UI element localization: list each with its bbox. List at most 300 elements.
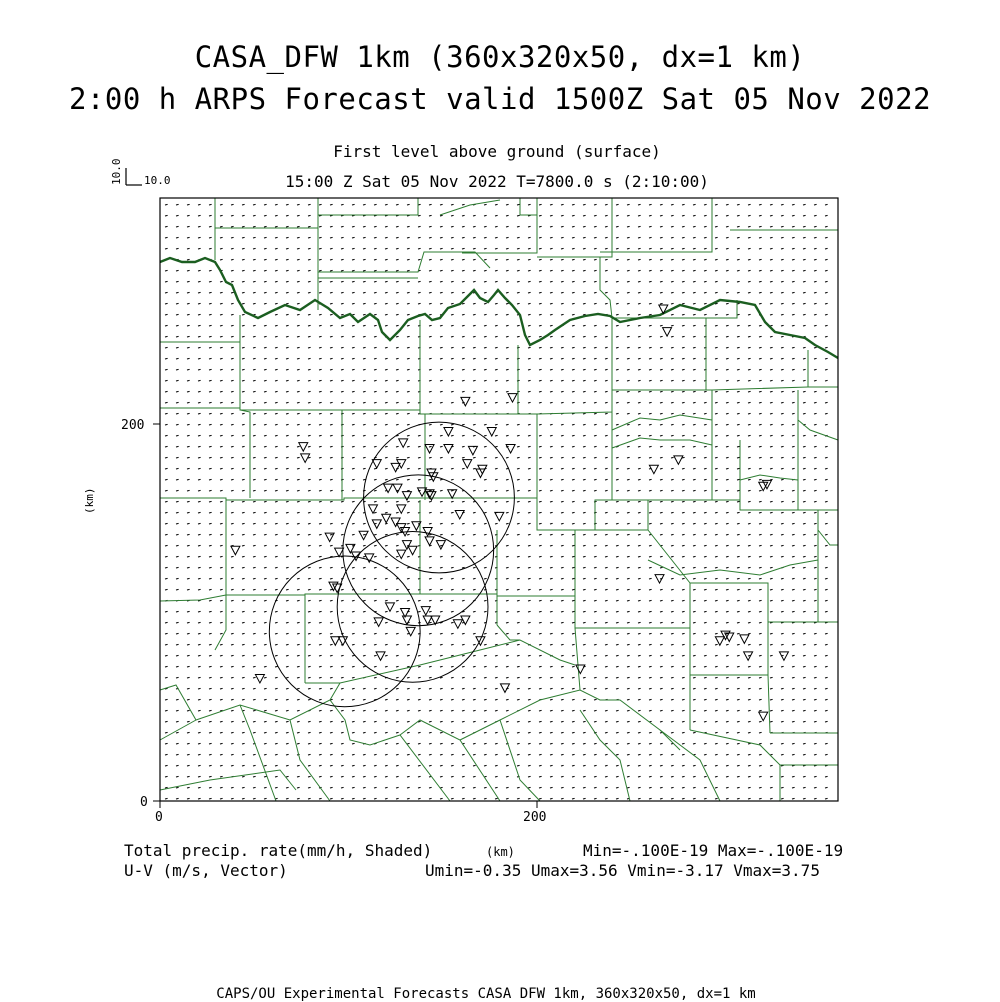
wind-vector [616, 622, 619, 623]
wind-vector [385, 732, 388, 733]
wind-vector [792, 424, 795, 425]
wind-vector [682, 501, 685, 502]
wind-vector [506, 501, 509, 502]
wind-vector [506, 644, 509, 645]
wind-vector [264, 545, 267, 546]
wind-vector [451, 688, 454, 689]
wind-vector [308, 611, 311, 612]
wind-vector [407, 270, 410, 271]
wind-vector [506, 281, 509, 282]
wind-vector [671, 325, 674, 326]
wind-vector [770, 523, 773, 524]
wind-vector [616, 655, 619, 656]
wind-vector [660, 633, 663, 634]
wind-vector [715, 424, 718, 425]
wind-vector [715, 281, 718, 282]
wind-vector [297, 567, 300, 568]
wind-vector [814, 336, 817, 337]
wind-vector [330, 688, 333, 689]
wind-vector [429, 798, 432, 799]
wind-vector [396, 226, 399, 227]
wind-vector [814, 314, 817, 315]
wind-vector [649, 501, 652, 502]
wind-vector [583, 204, 586, 205]
wind-vector [616, 776, 619, 777]
wind-vector [528, 567, 531, 568]
wind-vector [561, 545, 564, 546]
wind-vector [649, 732, 652, 733]
wind-vector [671, 512, 674, 513]
wind-vector [506, 215, 509, 216]
wind-vector [363, 391, 366, 392]
wind-vector [561, 677, 564, 678]
wind-vector [550, 732, 553, 733]
wind-vector [330, 380, 333, 381]
wind-vector [264, 666, 267, 667]
wind-vector [748, 369, 751, 370]
wind-vector [539, 688, 542, 689]
wind-vector [528, 204, 531, 205]
wind-vector [165, 512, 168, 513]
wind-vector [341, 589, 344, 590]
wind-vector [781, 600, 784, 601]
wind-vector [440, 380, 443, 381]
wind-vector [506, 787, 509, 788]
wind-vector [517, 534, 520, 535]
wind-vector [286, 501, 289, 502]
wind-vector [726, 215, 729, 216]
wind-vector [770, 578, 773, 579]
wind-vector [198, 644, 201, 645]
wind-vector [594, 424, 597, 425]
wind-vector [781, 633, 784, 634]
wind-vector [506, 226, 509, 227]
wind-vector [594, 226, 597, 227]
wind-vector [165, 710, 168, 711]
wind-vector [638, 215, 641, 216]
wind-vector [682, 270, 685, 271]
wind-vector [407, 446, 410, 447]
wind-vector [715, 336, 718, 337]
wind-vector [748, 787, 751, 788]
wind-vector [275, 237, 278, 238]
wind-vector [264, 457, 267, 458]
wind-vector [594, 446, 597, 447]
wind-vector [693, 732, 696, 733]
wind-vector [440, 600, 443, 601]
wind-vector [330, 347, 333, 348]
wind-vector [781, 721, 784, 722]
wind-vector [297, 721, 300, 722]
wind-vector [407, 776, 410, 777]
wind-vector [671, 446, 674, 447]
wind-vector [385, 644, 388, 645]
wind-vector [462, 468, 465, 469]
wind-vector [803, 666, 806, 667]
wind-vector [506, 358, 509, 359]
wind-vector [671, 545, 674, 546]
wind-vector [660, 787, 663, 788]
wind-vector [264, 589, 267, 590]
wind-vector [297, 688, 300, 689]
wind-vector [594, 391, 597, 392]
wind-vector [616, 292, 619, 293]
wind-vector [308, 281, 311, 282]
wind-vector [396, 765, 399, 766]
wind-vector [176, 589, 179, 590]
wind-vector [275, 666, 278, 667]
wind-vector [165, 622, 168, 623]
wind-vector [594, 204, 597, 205]
wind-vector [363, 336, 366, 337]
wind-vector [165, 534, 168, 535]
wind-vector [429, 314, 432, 315]
wind-vector [231, 435, 234, 436]
wind-vector [583, 589, 586, 590]
wind-vector [286, 336, 289, 337]
wind-vector [572, 479, 575, 480]
wind-vector [385, 534, 388, 535]
wind-vector [374, 358, 377, 359]
wind-vector [693, 655, 696, 656]
wind-vector [429, 611, 432, 612]
wind-vector [561, 336, 564, 337]
wind-vector [671, 259, 674, 260]
wind-vector [781, 413, 784, 414]
wind-vector [198, 314, 201, 315]
wind-vector [176, 490, 179, 491]
wind-vector [528, 270, 531, 271]
wind-vector [363, 765, 366, 766]
wind-vector [770, 699, 773, 700]
wind-vector [726, 677, 729, 678]
wind-vector [187, 776, 190, 777]
wind-vector [220, 644, 223, 645]
wind-vector [605, 622, 608, 623]
wind-vector [363, 699, 366, 700]
wind-vector [704, 798, 707, 799]
wind-vector [429, 501, 432, 502]
wind-vector [759, 281, 762, 282]
wind-vector [407, 710, 410, 711]
wind-vector [396, 358, 399, 359]
wind-vector [693, 600, 696, 601]
wind-vector [275, 787, 278, 788]
wind-vector [407, 303, 410, 304]
wind-vector [451, 358, 454, 359]
wind-vector [484, 391, 487, 392]
wind-vector [759, 611, 762, 612]
wind-vector [638, 424, 641, 425]
wind-vector [231, 611, 234, 612]
wind-vector [308, 336, 311, 337]
wind-vector [748, 325, 751, 326]
wind-vector [418, 479, 421, 480]
wind-vector [627, 391, 630, 392]
wind-vector [319, 402, 322, 403]
wind-vector [649, 380, 652, 381]
wind-vector [418, 226, 421, 227]
wind-vector [396, 567, 399, 568]
wind-vector [704, 787, 707, 788]
wind-vector [440, 633, 443, 634]
wind-vector [495, 457, 498, 458]
wind-vector [429, 435, 432, 436]
wind-vector [264, 369, 267, 370]
wind-vector [759, 512, 762, 513]
wind-vector [473, 787, 476, 788]
wind-vector [638, 270, 641, 271]
wind-vector [242, 490, 245, 491]
wind-vector [385, 765, 388, 766]
wind-vector [209, 446, 212, 447]
wind-vector [627, 248, 630, 249]
wind-vector [781, 589, 784, 590]
wind-vector [495, 303, 498, 304]
wind-vector [660, 490, 663, 491]
wind-vector [550, 523, 553, 524]
wind-vector [506, 391, 509, 392]
wind-vector [583, 237, 586, 238]
wind-vector [396, 402, 399, 403]
wind-vector [209, 204, 212, 205]
wind-vector [286, 369, 289, 370]
wind-vector [506, 248, 509, 249]
wind-vector [429, 655, 432, 656]
wind-vector [726, 402, 729, 403]
wind-vector [726, 457, 729, 458]
wind-vector [605, 402, 608, 403]
wind-vector [264, 644, 267, 645]
wind-vector [616, 710, 619, 711]
wind-vector [594, 303, 597, 304]
wind-vector [561, 281, 564, 282]
wind-vector [341, 512, 344, 513]
wind-vector [286, 688, 289, 689]
wind-vector [341, 336, 344, 337]
wind-vector [253, 226, 256, 227]
wind-vector [209, 556, 212, 557]
wind-vector [473, 611, 476, 612]
wind-vector [440, 336, 443, 337]
wind-vector [770, 787, 773, 788]
wind-vector [418, 259, 421, 260]
wind-vector [231, 754, 234, 755]
wind-vector [440, 501, 443, 502]
wind-vector [517, 446, 520, 447]
wind-vector [649, 314, 652, 315]
wind-vector [220, 391, 223, 392]
y-tick-200: 200 [121, 418, 145, 433]
wind-vector [748, 457, 751, 458]
wind-vector [297, 215, 300, 216]
wind-vector [341, 237, 344, 238]
wind-vector [660, 655, 663, 656]
wind-vector [748, 292, 751, 293]
wind-vector [803, 699, 806, 700]
wind-vector [561, 523, 564, 524]
wind-vector [275, 325, 278, 326]
wind-vector [550, 446, 553, 447]
wind-vector [825, 501, 828, 502]
wind-vector [407, 237, 410, 238]
wind-vector [187, 369, 190, 370]
wind-vector [814, 523, 817, 524]
wind-vector [649, 358, 652, 359]
wind-vector [242, 303, 245, 304]
wind-vector [737, 468, 740, 469]
wind-vector [682, 567, 685, 568]
wind-vector [451, 787, 454, 788]
wind-vector [209, 622, 212, 623]
wind-vector [231, 336, 234, 337]
wind-vector [352, 413, 355, 414]
wind-vector [660, 600, 663, 601]
wind-vector [495, 314, 498, 315]
wind-vector [198, 424, 201, 425]
wind-vector [506, 666, 509, 667]
wind-vector [462, 325, 465, 326]
wind-vector [352, 281, 355, 282]
wind-vector [715, 743, 718, 744]
wind-vector [165, 523, 168, 524]
wind-vector [286, 215, 289, 216]
wind-vector [242, 655, 245, 656]
wind-vector [407, 765, 410, 766]
wind-vector [363, 259, 366, 260]
wind-vector [286, 743, 289, 744]
wind-vector [385, 358, 388, 359]
wind-vector [770, 688, 773, 689]
wind-vector [330, 600, 333, 601]
wind-vector [418, 446, 421, 447]
wind-vector [561, 589, 564, 590]
wind-vector [660, 754, 663, 755]
wind-vector [770, 765, 773, 766]
wind-vector [264, 721, 267, 722]
wind-vector [660, 743, 663, 744]
wind-vector [407, 369, 410, 370]
wind-vector [198, 732, 201, 733]
wind-vector [242, 281, 245, 282]
wind-vector [770, 435, 773, 436]
wind-vector [297, 259, 300, 260]
wind-vector [286, 424, 289, 425]
wind-vector [825, 754, 828, 755]
wind-vector [616, 402, 619, 403]
wind-vector [803, 380, 806, 381]
wind-vector [473, 248, 476, 249]
wind-vector [253, 622, 256, 623]
wind-vector [495, 402, 498, 403]
wind-vector [363, 292, 366, 293]
wind-vector [693, 215, 696, 216]
wind-vector [429, 402, 432, 403]
wind-vector [605, 391, 608, 392]
wind-vector [396, 710, 399, 711]
wind-vector [176, 622, 179, 623]
wind-vector [627, 457, 630, 458]
wind-vector [792, 754, 795, 755]
wind-vector [748, 490, 751, 491]
wind-vector [825, 787, 828, 788]
wind-vector [605, 215, 608, 216]
wind-vector [693, 237, 696, 238]
wind-vector [242, 512, 245, 513]
wind-vector [484, 204, 487, 205]
wind-vector [407, 336, 410, 337]
wind-vector [561, 688, 564, 689]
wind-vector [792, 523, 795, 524]
wind-vector [572, 600, 575, 601]
wind-vector [649, 435, 652, 436]
wind-vector [506, 545, 509, 546]
wind-vector [385, 666, 388, 667]
wind-vector [286, 204, 289, 205]
wind-vector [605, 787, 608, 788]
wind-vector [473, 633, 476, 634]
wind-vector [616, 567, 619, 568]
wind-vector [165, 248, 168, 249]
wind-vector [330, 424, 333, 425]
wind-vector [341, 776, 344, 777]
wind-vector [660, 688, 663, 689]
wind-vector [385, 457, 388, 458]
wind-vector [297, 358, 300, 359]
wind-vector [803, 578, 806, 579]
wind-vector [528, 787, 531, 788]
wind-vector [539, 589, 542, 590]
wind-vector [418, 468, 421, 469]
wind-vector [253, 347, 256, 348]
wind-vector [561, 754, 564, 755]
wind-vector [605, 468, 608, 469]
wind-vector [627, 765, 630, 766]
wind-vector [638, 798, 641, 799]
wind-vector [319, 292, 322, 293]
wind-vector [242, 743, 245, 744]
wind-vector [737, 765, 740, 766]
wind-vector [660, 501, 663, 502]
wind-vector [770, 556, 773, 557]
wind-vector [737, 226, 740, 227]
wind-vector [704, 292, 707, 293]
y-tick-0: 0 [140, 795, 148, 810]
wind-vector [385, 699, 388, 700]
wind-vector [385, 754, 388, 755]
wind-vector [220, 204, 223, 205]
wind-vector [297, 226, 300, 227]
wind-vector [352, 765, 355, 766]
wind-vector [473, 523, 476, 524]
wind-vector [187, 611, 190, 612]
wind-vector [363, 567, 366, 568]
wind-vector [231, 589, 234, 590]
wind-vector [814, 699, 817, 700]
wind-vector [220, 457, 223, 458]
wind-vector [209, 336, 212, 337]
wind-vector [286, 512, 289, 513]
wind-vector [715, 589, 718, 590]
wind-vector [737, 424, 740, 425]
wind-vector [660, 204, 663, 205]
wind-vector [231, 699, 234, 700]
wind-vector [297, 534, 300, 535]
wind-vector [803, 721, 806, 722]
wind-vector [187, 567, 190, 568]
wind-vector [297, 479, 300, 480]
wind-vector [165, 490, 168, 491]
